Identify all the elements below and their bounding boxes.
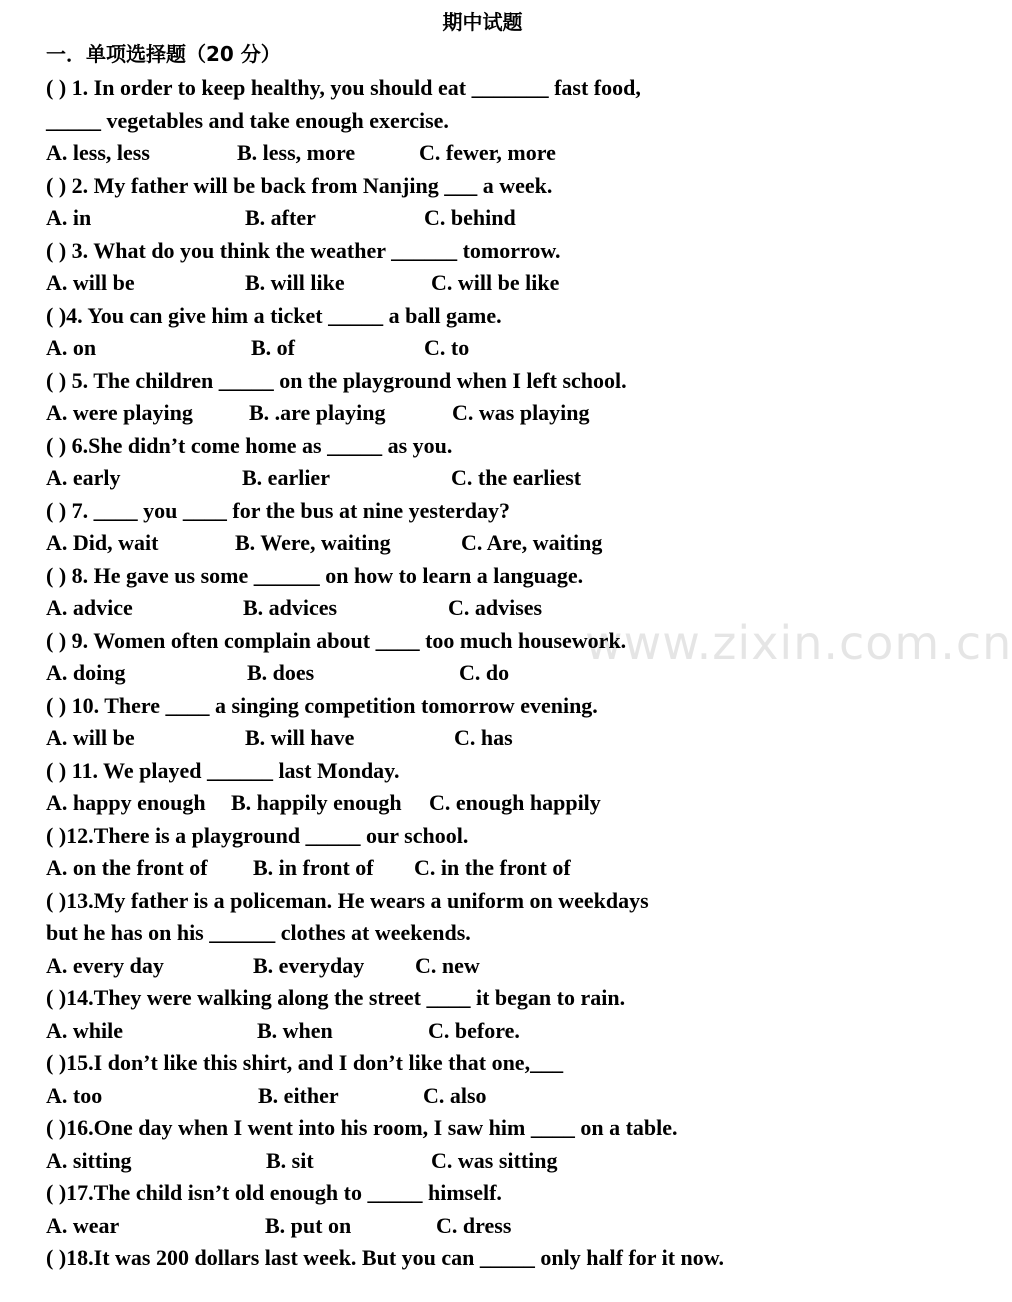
option-a: A. wear: [46, 1212, 120, 1238]
option-b: B. less, more: [237, 140, 356, 165]
option-c: C. enough happily: [429, 790, 601, 815]
option-a: A. doing: [46, 660, 126, 685]
option-b: B. Were, waiting: [235, 530, 391, 555]
options-row: [46, 852, 906, 885]
question-stem: ( ) 6.She didn’t come home as _____ as you.: [46, 432, 453, 458]
option-a: A. advice: [46, 595, 133, 620]
option-a: A. early: [46, 465, 121, 490]
option-a: A. every day: [46, 952, 164, 978]
option-a: A. less, less: [46, 140, 150, 165]
options-row: [46, 527, 906, 560]
options-row: [46, 332, 906, 365]
option-c: C. will be like: [431, 270, 560, 295]
option-b: B. advices: [243, 595, 338, 620]
page-title: 期中试题: [442, 10, 523, 34]
option-b: B. happily enough: [231, 790, 402, 815]
question-stem: ( )18.It was 200 dollars last week. But you can _____ only half for it now.: [46, 1245, 724, 1270]
option-b: B. .are playing: [249, 400, 386, 425]
option-c: C. the earliest: [451, 465, 582, 490]
option-c: C. before.: [428, 1017, 520, 1043]
option-c: C. new: [415, 952, 480, 978]
options-row: [46, 722, 906, 755]
option-b: B. does: [247, 660, 315, 685]
option-b: B. of: [251, 335, 295, 360]
option-c: C. to: [424, 335, 470, 360]
option-a: A. on the front of: [46, 855, 208, 880]
option-a: A. will be: [46, 270, 135, 295]
question-stem: ( )13.My father is a policeman. He wears a uniform on weekdays: [46, 887, 649, 913]
option-a: A. on: [46, 335, 97, 360]
question-stem: ( ) 9. Women often complain about ____ too much housework.: [46, 627, 627, 653]
option-b: B. everyday: [253, 952, 365, 978]
option-a: A. in: [46, 205, 92, 230]
option-a: A. too: [46, 1082, 103, 1108]
option-c: C. was playing: [452, 400, 590, 425]
question-stem: ( )14.They were walking along the street ____ it began to rain.: [46, 985, 626, 1010]
options-row: [46, 1145, 906, 1178]
option-c: C. was sitting: [431, 1147, 558, 1173]
options-row: [46, 1015, 906, 1048]
question-stem: ( )12.There is a playground _____ our school.: [46, 822, 469, 848]
question-stem: ( ) 10. There ____ a singing competition tomorrow evening.: [46, 692, 598, 718]
question-stem: ( ) 11. We played ______ last Monday.: [46, 757, 400, 783]
option-a: A. while: [46, 1017, 123, 1043]
option-b: B. in front of: [253, 855, 374, 880]
question-stem: ( )17.The child isn’t old enough to _____ himself.: [46, 1180, 502, 1205]
options-row: [46, 950, 906, 983]
option-b: B. after: [245, 205, 316, 230]
question-stem: but he has on his ______ clothes at weekends.: [46, 920, 471, 945]
option-a: A. sitting: [46, 1147, 132, 1173]
option-c: C. has: [454, 725, 513, 750]
options-row: [46, 787, 906, 820]
option-a: A. will be: [46, 725, 135, 750]
option-c: C. behind: [424, 205, 516, 230]
option-a: A. were playing: [46, 400, 193, 425]
question-stem: ( ) 5. The children _____ on the playground when I left school.: [46, 367, 627, 393]
options-row: [46, 462, 906, 495]
option-b: B. will have: [245, 725, 355, 750]
question-stem: ( ) 2. My father will be back from Nanjing ___ a week.: [46, 172, 553, 198]
option-b: B. put on: [265, 1212, 352, 1238]
section-heading: 一．单项选择题（20 分）: [46, 42, 281, 66]
watermark: www.zixin.com.cn: [585, 616, 1012, 670]
question-stem: ( )16.One day when I went into his room, I saw him ____ on a table.: [46, 1115, 678, 1140]
options-row: [46, 397, 906, 430]
question-stem: ( )4. You can give him a ticket _____ a ball game.: [46, 302, 502, 328]
options-row: [46, 592, 906, 625]
option-c: C. fewer, more: [419, 140, 556, 165]
option-b: B. earlier: [242, 465, 330, 490]
option-b: B. will like: [245, 270, 345, 295]
options-row: [46, 267, 906, 300]
option-c: C. in the front of: [414, 855, 571, 880]
options-row: [46, 657, 906, 690]
question-stem: ( ) 8. He gave us some ______ on how to learn a language.: [46, 562, 584, 588]
option-b: B. when: [257, 1017, 333, 1043]
options-row: [46, 202, 906, 235]
option-c: C. also: [423, 1082, 487, 1108]
option-b: B. sit: [266, 1147, 314, 1173]
question-stem: ( ) 7. ____ you ____ for the bus at nine yesterday?: [46, 497, 511, 523]
question-stem: _____ vegetables and take enough exercise.: [46, 107, 449, 133]
options-row: [46, 1080, 906, 1113]
option-c: C. Are, waiting: [461, 530, 603, 555]
question-stem: ( )15.I don’t like this shirt, and I don’t like that one,___: [46, 1050, 564, 1075]
option-a: A. happy enough: [46, 790, 206, 815]
question-list: [46, 72, 906, 1275]
options-row: [46, 137, 906, 170]
option-c: C. advises: [448, 595, 543, 620]
option-c: C. dress: [436, 1212, 512, 1238]
question-stem: ( ) 3. What do you think the weather ______ tomorrow.: [46, 237, 561, 263]
option-a: A. Did, wait: [46, 530, 159, 555]
option-b: B. either: [258, 1082, 339, 1108]
options-row: [46, 1210, 906, 1243]
option-c: C. do: [459, 660, 510, 685]
question-stem: ( ) 1. In order to keep healthy, you should eat _______ fast food,: [46, 75, 641, 100]
